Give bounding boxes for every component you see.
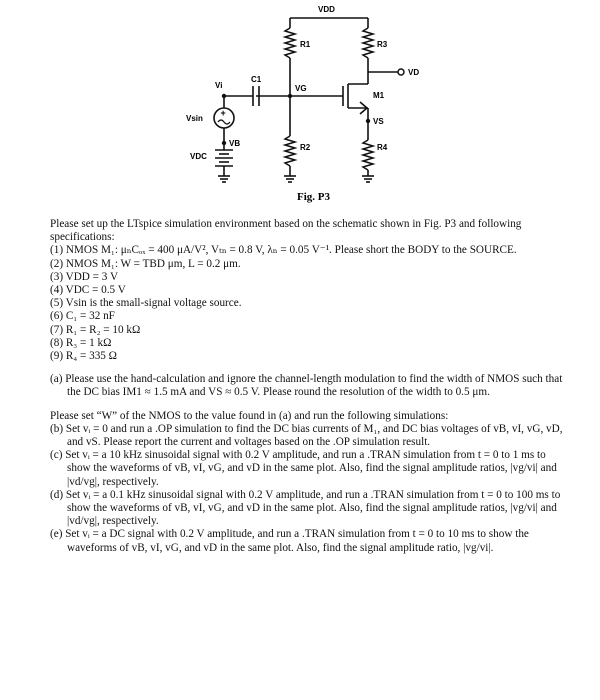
intro-paragraph: Please set up the LTspice simulation environment based on the schematic shown in Fig. P3 and following specifications:: [50, 218, 522, 244]
figure-caption: Fig. P3: [297, 191, 330, 203]
spec-item-6: (6) C₁ = 32 nF: [50, 310, 115, 323]
m1-label: M1: [373, 91, 385, 100]
question-e: (e) Set vᵢ = a DC signal with 0.2 V amplitude, and run a .TRAN simulation from t = 0 to 10 ms to show the waveforms of vB, vI, vG, and vD in the same plot. Also, find the signal amplitude ratio, |vg/vi|.: [50, 528, 529, 554]
spec-item-1: (1) NMOS M₁: μₙCₒₓ = 400 μA/V², Vₜₙ = 0.8 V, λₙ = 0.05 V⁻¹. Please short the BODY to the SOURCE.: [50, 244, 517, 257]
r1-label: R1: [300, 40, 311, 49]
vdd-label: VDD: [318, 5, 335, 14]
r2-resistor: [285, 136, 295, 166]
vdc-label: VDC: [190, 152, 207, 161]
ground-symbol-r2: [284, 176, 296, 182]
vs-label: VS: [373, 117, 384, 126]
vb-label: VB: [229, 139, 241, 148]
set-w-instruction: Please set “W” of the NMOS to the value found in (a) and run the following simulations:: [50, 409, 449, 422]
r3-resistor: [363, 28, 373, 58]
r4-resistor: [363, 140, 373, 170]
vsin-label: Vsin: [186, 114, 203, 123]
spec-item-7: (7) R₁ = R₂ = 10 kΩ: [50, 323, 141, 336]
spec-item-5: (5) Vsin is the small-signal voltage source.: [50, 297, 242, 310]
question-c: (c) Set vᵢ = a 10 kHz sinusoidal signal with 0.2 V amplitude, and run a .TRAN simulation from t = 0 to 1 ms to show the waveforms of vB, vI, vG, and vD in the same plot. Also, find the signal amplitude ratios, |vg/vi| and |vd/vg|, respectively.: [50, 449, 557, 488]
spec-item-8: (8) R₃ = 1 kΩ: [50, 336, 112, 349]
problem-text: [50, 218, 565, 555]
vdc-source: [215, 150, 233, 166]
vs-node: [366, 119, 370, 123]
question-b: (b) Set vᵢ = 0 and run a .OP simulation to find the DC bias currents of M₁, and DC bias voltages of vB, vI, vG, vD, and vS. Please report the current and voltages based on the .OP simulation result.: [50, 422, 563, 449]
vd-label: VD: [408, 68, 420, 77]
vi-label: Vi: [215, 81, 223, 90]
r4-label: R4: [377, 143, 388, 152]
r3-label: R3: [377, 40, 388, 49]
question-d: (d) Set vᵢ = a 0.1 kHz sinusoidal signal with 0.2 V amplitude, and run a .TRAN simulation from t = 0 to 100 ms to show the waveforms of vB, vI, vG, and vD in the same plot. Also, find the signal amplitude ratios, |vg/vi| and |vd/vg|, respectively.: [50, 488, 561, 528]
vg-label: VG: [295, 84, 307, 93]
vb-node: [222, 141, 226, 145]
r1-resistor: [285, 28, 295, 58]
vd-terminal: [398, 69, 404, 75]
spec-item-3: (3) VDD = 3 V: [50, 270, 119, 283]
spec-item-9: (9) R₄ = 335 Ω: [50, 350, 117, 363]
nmos-m1: [343, 84, 368, 114]
c1-label: C1: [251, 75, 262, 84]
ground-symbol-r4: [362, 176, 374, 182]
vsin-plus-sign: +: [220, 108, 226, 118]
spec-item-4: (4) VDC = 0.5 V: [50, 284, 126, 297]
r2-label: R2: [300, 143, 311, 152]
circuit-schematic: [0, 0, 600, 215]
ground-symbol-vdc: [218, 176, 230, 182]
question-a: (a) Please use the hand-calculation and ignore the channel-length modulation to find the width of NMOS such that the DC bias IM1 ≈ 1.5 mA and VS ≈ 0.5 V. Please round the resolution of the width to 0.5 μm.: [50, 373, 563, 399]
spec-item-2: (2) NMOS M₁: W = TBD μm, L = 0.2 μm.: [50, 257, 241, 270]
